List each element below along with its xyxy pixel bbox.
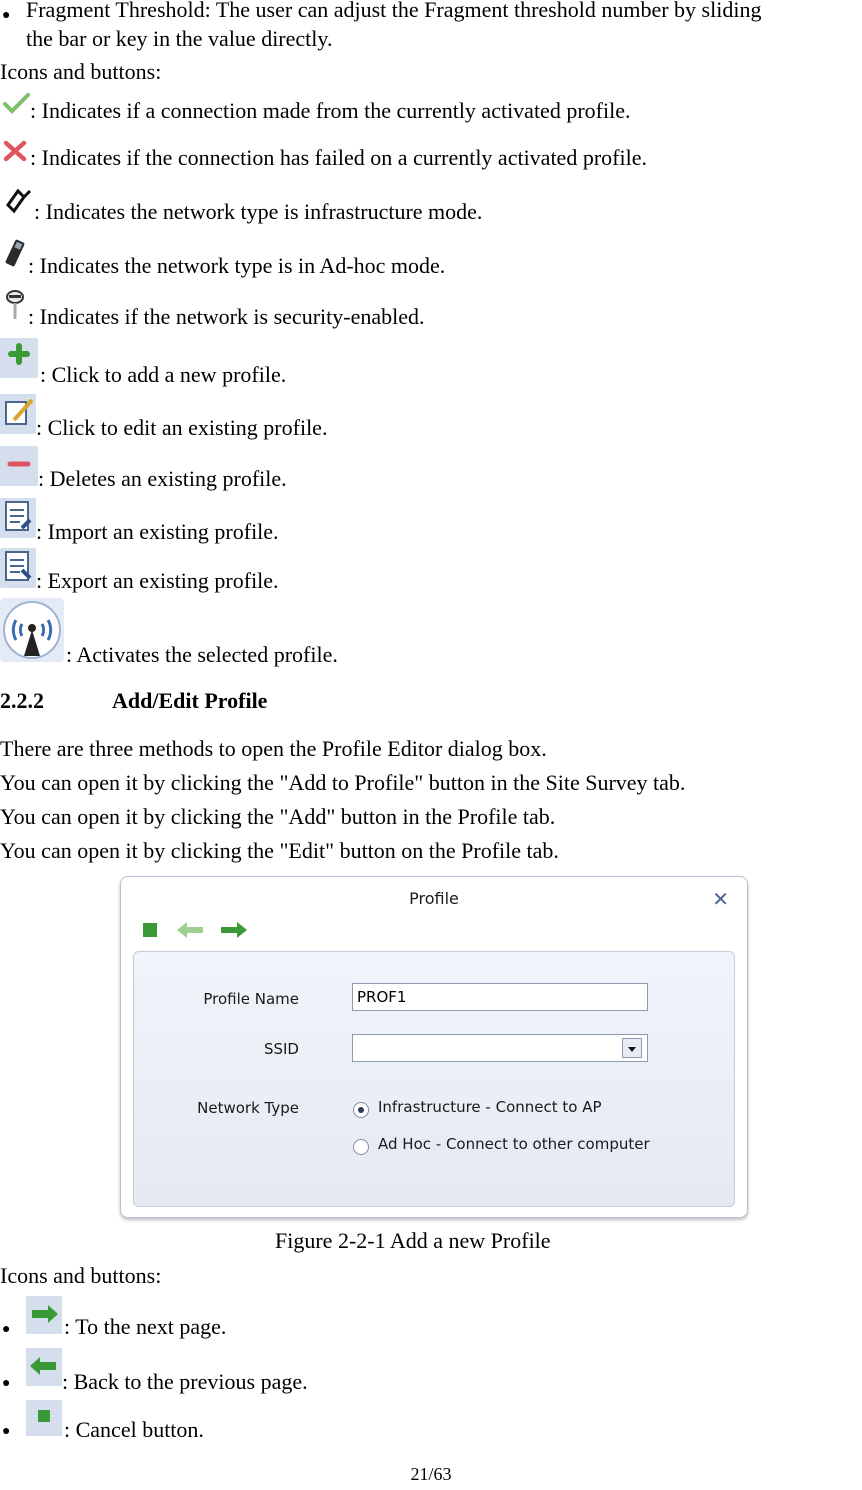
radio-infrastructure[interactable] [353,1102,369,1118]
next-arrow-icon[interactable] [219,919,249,941]
network-type-label: Network Type [197,1099,299,1117]
icon-desc: : Export an existing profile. [36,568,279,593]
icon-desc: : Click to edit an existing profile. [36,415,328,440]
check-icon [2,92,30,114]
icon-desc: : Indicates if the network is security-enabled. [28,304,425,329]
paragraph: You can open it by clicking the "Add to Profile" button in the Site Survey tab. [0,770,686,795]
bullet: ● [2,1322,11,1337]
icon-desc: : Back to the previous page. [62,1369,308,1394]
infrastructure-icon [4,188,32,216]
figure-caption: Figure 2-2-1 Add a new Profile [275,1228,551,1253]
bullet: ● [2,8,11,23]
bullet: ● [2,1376,11,1391]
paragraph: You can open it by clicking the "Edit" button on the Profile tab. [0,838,559,863]
import-icon [0,498,38,538]
activate-icon [0,598,66,664]
icon-desc: : Deletes an existing profile. [38,466,287,491]
fragment-line-1: Fragment Threshold: The user can adjust the Fragment threshold number by sliding [26,0,762,22]
close-button[interactable]: ✕ [712,887,729,911]
dropdown-button[interactable] [622,1038,642,1058]
profile-name-label: Profile Name [203,990,299,1008]
icon-desc: : Indicates if the connection has failed on a currently activated profile. [30,145,647,170]
dialog-toolbar [131,913,737,947]
icons-heading: Icons and buttons: [0,1263,162,1288]
option-infrastructure: Infrastructure - Connect to AP [378,1098,602,1116]
next-arrow-icon [26,1296,64,1336]
profile-name-input[interactable]: PROF1 [352,983,648,1011]
icon-desc: : Indicates the network type is infrastructure mode. [34,199,483,224]
page-number: 21/63 [410,1464,452,1484]
icon-desc: : Indicates if a connection made from the currently activated profile. [30,98,631,123]
section-number: 2.2.2 [0,688,44,713]
key-icon [4,290,26,322]
back-arrow-icon[interactable] [175,919,205,941]
radio-adhoc[interactable] [353,1139,369,1155]
ssid-label: SSID [263,1040,299,1058]
export-icon [0,548,38,588]
dialog-panel [133,951,735,1207]
dialog-title: Profile [409,889,459,908]
icon-desc: : Indicates the network type is in Ad-hoc mode. [28,253,446,278]
fragment-line-2: the bar or key in the value directly. [26,26,333,51]
chevron-down-icon [623,1040,641,1058]
back-arrow-icon [26,1348,64,1388]
delete-icon [0,446,40,488]
edit-icon [0,394,38,434]
option-adhoc: Ad Hoc - Connect to other computer [378,1135,650,1153]
icon-desc: : Click to add a new profile. [40,362,287,387]
icon-desc: : Activates the selected profile. [66,642,338,667]
icons-heading: Icons and buttons: [0,59,162,84]
paragraph: There are three methods to open the Profile Editor dialog box. [0,736,547,761]
section-title: Add/Edit Profile [112,688,268,713]
cancel-square-icon[interactable] [141,921,159,939]
icon-desc: : Cancel button. [64,1417,204,1442]
paragraph: You can open it by clicking the "Add" button in the Profile tab. [0,804,556,829]
adhoc-icon [2,238,28,268]
icon-desc: : To the next page. [64,1314,227,1339]
ssid-select[interactable] [352,1034,648,1062]
profile-dialog [120,876,748,1218]
cancel-square-icon [26,1400,64,1438]
bullet: ● [2,1424,11,1439]
x-fail-icon [2,140,28,162]
add-icon [0,338,40,380]
icon-desc: : Import an existing profile. [36,519,279,544]
